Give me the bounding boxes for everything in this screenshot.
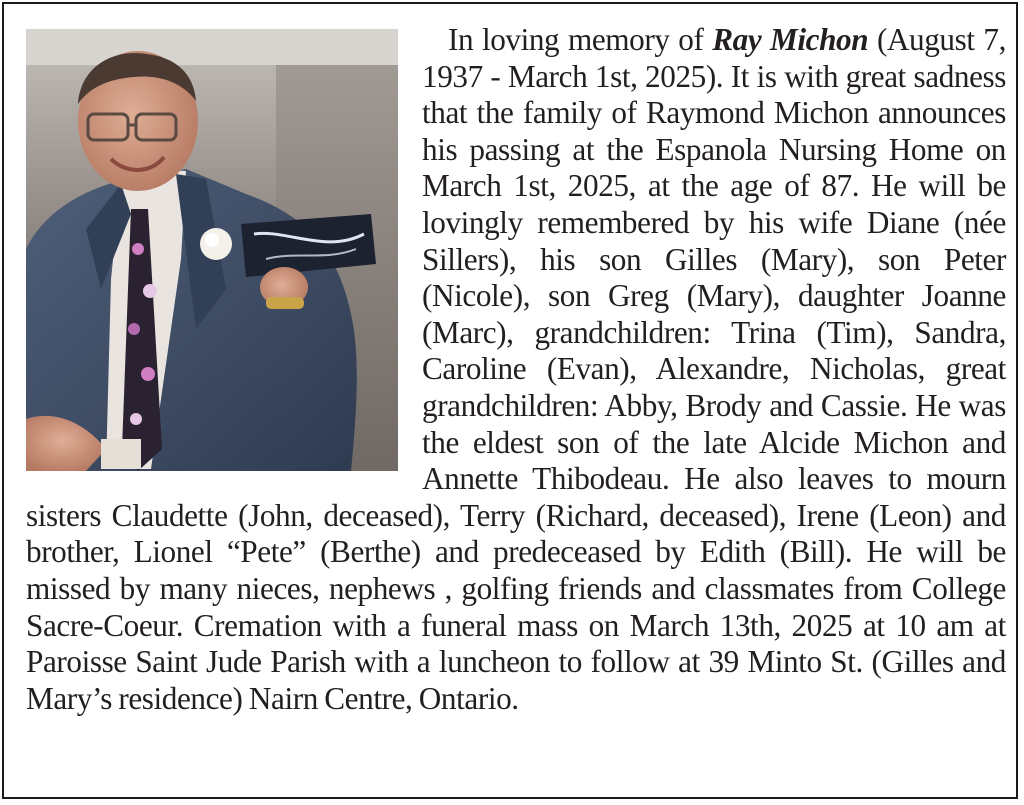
obituary-notice	[26, 22, 1006, 717]
portrait-illustration	[26, 29, 398, 471]
memorial-photo	[26, 29, 398, 471]
deceased-name: Ray Michon	[712, 22, 869, 57]
obituary-frame	[2, 2, 1018, 799]
opening-phrase: In loving memory of	[448, 22, 713, 57]
obituary-body: (August 7, 1937 - March 1st, 2025). It is with great sadness that the family of Raymond Michon announces his passing at the Espanola Nursing Home on March 1st, 2025, at the age of 87. He will be lovingly remembered by his wife Diane (née Sillers), his son Gilles (Mary), son Peter (Nicole), son Greg (Mary), daughter Joanne (Marc), grandchildren: Trina (Tim), Sandra, Caroline (Evan), Alexandre, Nicholas, great grandchildren: Abby, Brody and Cassie. He was the eldest son of the late Alcide Michon and Annette Thibodeau. He also leaves to mourn sisters Claudette (John, deceased), Terry (Richard, deceased), Irene (Leon) and brother, Lionel “Pete” (Berthe) and predeceased by Edith (Bill). He will be missed by many nieces, nephews , golfing friends and classmates from College Sacre-Coeur. Cremation with a funeral mass on March 13th, 2025 at 10 am at Paroisse Saint Jude Parish with a luncheon to follow at 39 Minto St. (Gilles and Mary’s residence) Nairn Centre, Ontario.	[26, 22, 1006, 716]
